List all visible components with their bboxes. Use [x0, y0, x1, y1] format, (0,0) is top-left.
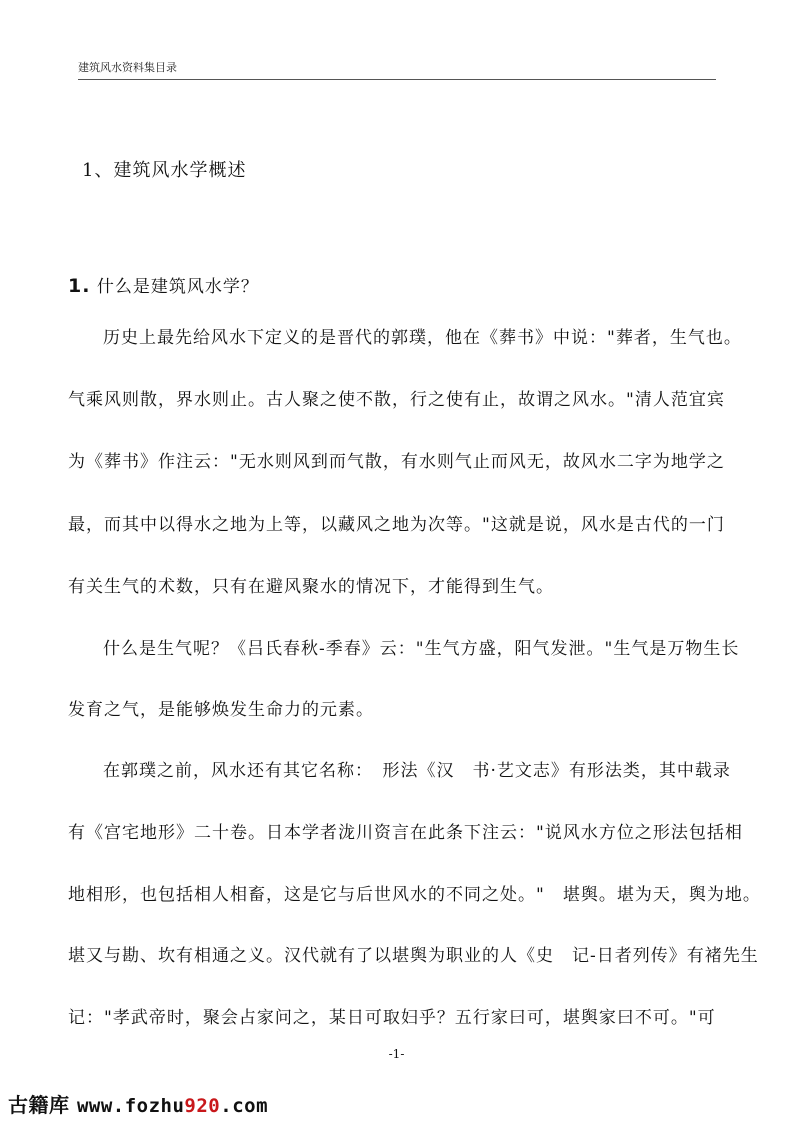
- question-number: 1.: [68, 275, 91, 297]
- section-title: 1、建筑风水学概述: [82, 160, 247, 181]
- watermark-url-prefix: www.fozhu: [76, 1095, 185, 1117]
- paragraph-line: 有关生气的术数，只有在避风聚水的情况下，才能得到生气。: [68, 577, 554, 597]
- question-heading: [68, 272, 259, 297]
- watermark-url-suffix: .com: [220, 1095, 269, 1117]
- page-header: 建筑风水资料集目录: [78, 59, 716, 80]
- paragraph-line: 在郭璞之前，风水还有其它名称： 形法《汉 书·艺文志》有形法类，其中载录: [103, 761, 731, 781]
- paragraph-line: 发育之气，是能够焕发生命力的元素。: [68, 700, 374, 720]
- watermark-brand: 古籍库: [8, 1093, 70, 1117]
- paragraph-line: 堪又与勘、坎有相通之义。汉代就有了以堪舆为职业的人《史 记-日者列传》有褚先生: [68, 946, 759, 966]
- page-number: -1-: [388, 1047, 405, 1061]
- watermark: [8, 1089, 268, 1118]
- paragraph-line: 什么是生气呢？《吕氏春秋-季春》云："生气方盛，阳气发泄。"生气是万物生长: [103, 639, 740, 659]
- paragraph-line: 记："孝武帝时，聚会占家问之，某日可取妇乎？五行家曰可，堪舆家曰不可。"可: [68, 1008, 716, 1028]
- watermark-url: [77, 1095, 268, 1117]
- paragraph-line: 气乘风则散，界水则止。古人聚之使不散，行之使有止，故谓之风水。"清人范宜宾: [68, 390, 725, 410]
- question-text: 什么是建筑风水学？: [96, 277, 259, 297]
- paragraph-line: 最，而其中以得水之地为上等，以藏风之地为次等。"这就是说，风水是古代的一门: [68, 515, 725, 535]
- paragraph-line: 为《葬书》作注云："无水则风到而气散，有水则气止而风无，故风水二字为地学之: [68, 452, 725, 472]
- paragraph-line: 历史上最先给风水下定义的是晋代的郭璞，他在《葬书》中说："葬者，生气也。: [103, 328, 742, 348]
- paragraph-line: 有《宫宅地形》二十卷。日本学者泷川资言在此条下注云："说风水方位之形法包括相: [68, 823, 743, 843]
- watermark-url-highlight: 920: [184, 1095, 221, 1117]
- paragraph-line: 地相形，也包括相人相畜，这是它与后世风水的不同之处。" 堪舆。堪为天，舆为地。: [68, 885, 761, 905]
